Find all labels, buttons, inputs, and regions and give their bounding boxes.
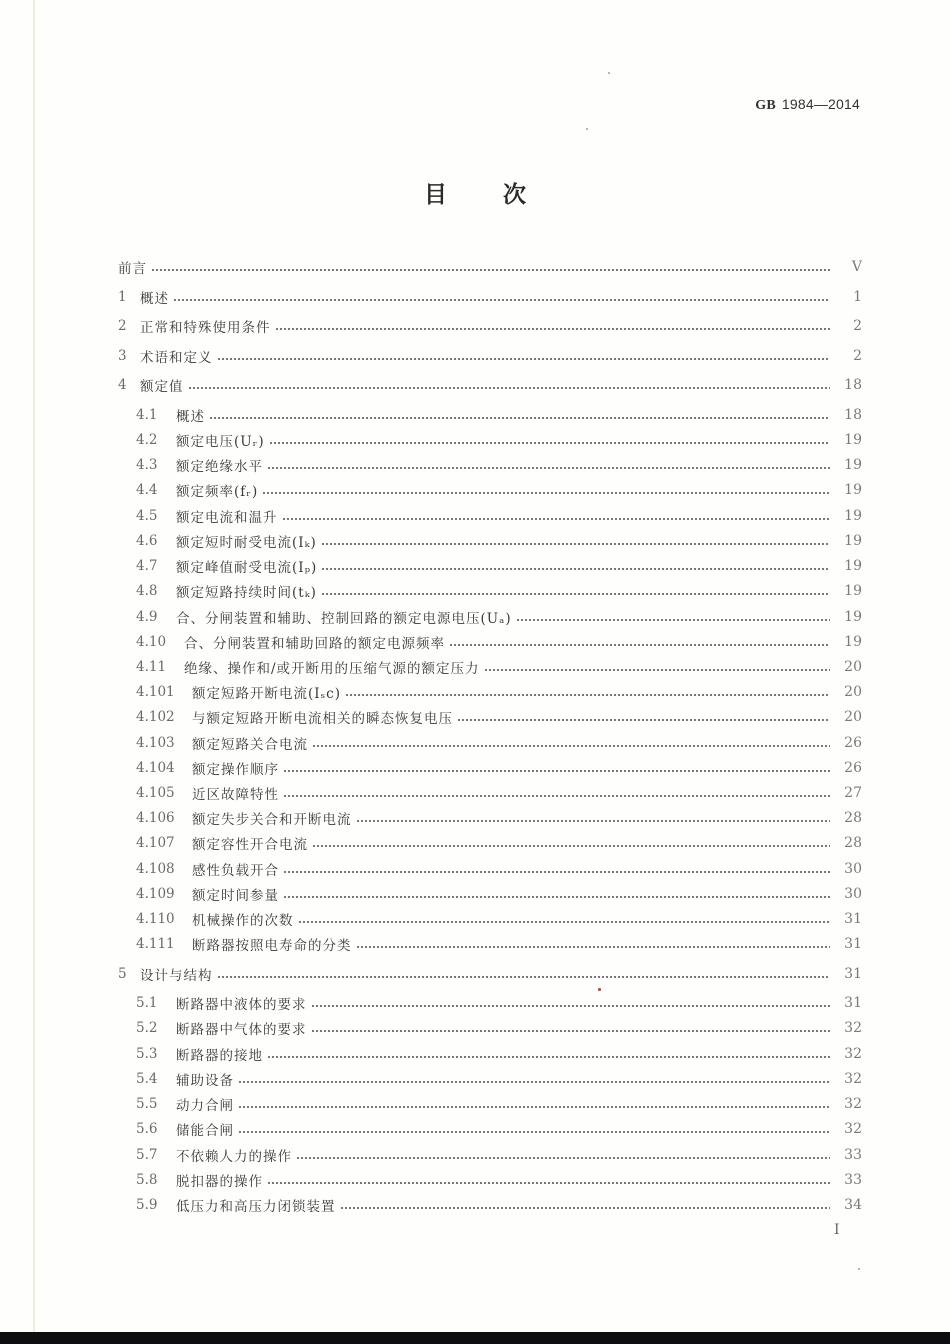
toc-entry-title: 低压力和高压力闭锁装置 — [176, 1199, 336, 1215]
toc-entry-number: 4.109 — [136, 886, 175, 902]
toc-entry[interactable] — [118, 404, 862, 426]
toc-entry-number: 4.111 — [136, 936, 175, 952]
toc-entry-title: 额定短路持续时间(tₖ) — [176, 585, 317, 601]
toc-entry-page: 19 — [844, 533, 862, 549]
toc-entry-number: 1 — [118, 289, 127, 305]
dot-leader — [296, 1157, 830, 1159]
toc-entry[interactable] — [118, 631, 862, 653]
toc-entry-title: 动力合闸 — [176, 1098, 234, 1114]
toc-entry-page: 20 — [844, 709, 862, 725]
toc-entry-title: 额定时间参量 — [192, 888, 279, 904]
toc-entry[interactable] — [118, 1194, 862, 1216]
toc-entry-title: 概述 — [140, 291, 169, 307]
toc-entry-number: 5 — [118, 966, 127, 982]
toc-entry-page: 33 — [844, 1172, 862, 1188]
toc-entry-title: 断路器的接地 — [176, 1048, 263, 1064]
dot-leader — [209, 417, 830, 419]
toc-entry-title: 额定操作顺序 — [192, 762, 279, 778]
dot-leader — [321, 593, 830, 595]
toc-entry[interactable] — [118, 479, 862, 501]
toc-entry-title: 机械操作的次数 — [192, 913, 294, 929]
toc-entry-number: 4.11 — [136, 659, 167, 675]
dot-leader — [312, 745, 830, 747]
toc-entry-title: 额定值 — [140, 379, 184, 395]
toc-entry[interactable] — [118, 1118, 862, 1140]
dot-leader — [267, 1056, 830, 1058]
page-title — [0, 176, 950, 209]
toc-entry-page: 31 — [844, 966, 862, 982]
toc-entry-title: 前言 — [118, 261, 147, 277]
toc-entry-title: 断路器按照电寿命的分类 — [192, 938, 352, 954]
dot-leader — [311, 1005, 831, 1007]
toc-entry-page: 33 — [844, 1147, 862, 1163]
toc-entry-page: 32 — [844, 1096, 862, 1112]
toc-entry-page: 30 — [844, 886, 862, 902]
toc-entry-page: 2 — [853, 318, 862, 334]
toc-entry-title: 额定电流和温升 — [176, 510, 278, 526]
toc-entry-number: 5.9 — [136, 1197, 158, 1213]
dot-leader — [321, 568, 830, 570]
toc-entry-number: 4.7 — [136, 558, 158, 574]
toc-entry-page: 20 — [844, 684, 862, 700]
dot-leader — [173, 299, 830, 301]
toc-entry-page: 31 — [844, 995, 862, 1011]
toc-entry-page: 30 — [844, 861, 862, 877]
dot-leader — [356, 946, 831, 948]
toc-entry-number: 5.5 — [136, 1096, 158, 1112]
toc-entry[interactable] — [118, 256, 862, 278]
dot-leader — [217, 976, 831, 978]
toc-entry[interactable] — [118, 832, 862, 854]
toc-entry-page: 18 — [844, 377, 862, 393]
toc-entry[interactable] — [118, 555, 862, 577]
toc-entry-page: V — [851, 259, 862, 275]
toc-entry-title: 额定失步关合和开断电流 — [192, 812, 352, 828]
toc-entry-number: 5.6 — [136, 1121, 158, 1137]
toc-entry-title: 额定峰值耐受电流(Iₚ) — [176, 560, 318, 576]
toc-entry-page: 28 — [844, 835, 862, 851]
toc-entry-title: 绝缘、操作和/或开断用的压缩气源的额定压力 — [184, 661, 480, 677]
toc-entry[interactable] — [118, 963, 862, 985]
toc-entry-title: 储能合闸 — [176, 1123, 234, 1139]
toc-entry[interactable] — [118, 757, 862, 779]
dot-leader — [283, 770, 830, 772]
toc-entry-number: 4.6 — [136, 533, 158, 549]
toc-entry-page: 2 — [853, 348, 862, 364]
scan-speck — [608, 72, 610, 74]
toc-entry[interactable] — [118, 429, 862, 451]
page-number: I — [834, 1222, 840, 1238]
toc-entry[interactable] — [118, 706, 862, 728]
toc-entry-title: 概述 — [176, 409, 205, 425]
toc-entry-title: 术语和定义 — [140, 350, 213, 366]
toc-entry-number: 2 — [118, 318, 127, 334]
toc-entry-number: 3 — [118, 348, 127, 364]
toc-entry-number: 4.110 — [136, 911, 175, 927]
toc-entry-page: 32 — [844, 1071, 862, 1087]
dot-leader — [298, 921, 831, 923]
toc-entry[interactable] — [118, 454, 862, 476]
toc-entry[interactable] — [118, 883, 862, 905]
toc-entry[interactable] — [118, 1169, 862, 1191]
toc-entry[interactable] — [118, 1144, 862, 1166]
scan-speck — [586, 128, 588, 130]
toc-entry[interactable] — [118, 908, 862, 930]
dot-leader — [238, 1081, 830, 1083]
toc-entry-number: 5.3 — [136, 1046, 158, 1062]
dot-leader — [275, 328, 831, 330]
dot-leader — [267, 467, 830, 469]
toc-entry-number: 5.7 — [136, 1147, 158, 1163]
standard-identifier — [755, 96, 860, 114]
toc-entry-page: 19 — [844, 508, 862, 524]
dot-leader — [151, 269, 830, 271]
toc-entry-page: 20 — [844, 659, 862, 675]
toc-entry-page: 1 — [853, 289, 862, 305]
toc-entry[interactable] — [118, 505, 862, 527]
toc-entry-page: 32 — [844, 1121, 862, 1137]
scan-speck — [858, 1268, 860, 1270]
toc-entry[interactable] — [118, 933, 862, 955]
toc-entry[interactable] — [118, 807, 862, 829]
toc-entry-number: 4.1 — [136, 407, 158, 423]
toc-entry-page: 32 — [844, 1020, 862, 1036]
toc-entry-title: 脱扣器的操作 — [176, 1174, 263, 1190]
toc-entry-number: 4.105 — [136, 785, 175, 801]
toc-entry-number: 4.4 — [136, 482, 158, 498]
toc-entry[interactable] — [118, 656, 862, 678]
toc-entry-number: 4.108 — [136, 861, 175, 877]
dot-leader — [516, 619, 830, 621]
toc-entry-number: 5.4 — [136, 1071, 158, 1087]
toc-entry-title: 额定绝缘水平 — [176, 459, 263, 475]
toc-entry-number: 5.8 — [136, 1172, 158, 1188]
toc-entry-page: 19 — [844, 482, 862, 498]
scan-bottom-border — [0, 1332, 950, 1344]
title-char-1: 目 — [424, 182, 447, 208]
toc-entry-title: 辅助设备 — [176, 1073, 234, 1089]
toc-entry-number: 4.106 — [136, 810, 175, 826]
standard-prefix: GB — [755, 98, 776, 113]
dot-leader — [311, 1030, 831, 1032]
toc-entry-number: 4.101 — [136, 684, 175, 700]
toc-entry-title: 额定短路开断电流(Iₛc) — [192, 686, 341, 702]
toc-entry-number: 4.8 — [136, 583, 158, 599]
toc-entry-title: 与额定短路开断电流相关的瞬态恢复电压 — [192, 711, 453, 727]
toc-entry-title: 近区故障特性 — [192, 787, 279, 803]
toc-entry-page: 19 — [844, 634, 862, 650]
toc-entry-page: 27 — [844, 785, 862, 801]
dot-leader — [457, 719, 830, 721]
dot-leader — [262, 492, 830, 494]
toc-entry-number: 4.5 — [136, 508, 158, 524]
toc-entry-title: 合、分闸装置和辅助回路的额定电源频率 — [184, 636, 445, 652]
dot-leader — [217, 358, 831, 360]
toc-entry-number: 4.103 — [136, 735, 175, 751]
toc-entry[interactable] — [118, 1043, 862, 1065]
toc-entry[interactable] — [118, 1093, 862, 1115]
toc-entry[interactable] — [118, 1017, 862, 1039]
toc-entry-number: 4.2 — [136, 432, 158, 448]
toc-entry[interactable] — [118, 315, 862, 337]
dot-leader — [484, 669, 830, 671]
toc-entry-page: 26 — [844, 760, 862, 776]
toc-entry[interactable] — [118, 732, 862, 754]
dot-leader — [283, 795, 830, 797]
toc-entry-title: 额定电压(Uᵣ) — [176, 434, 265, 450]
toc-entry-number: 5.2 — [136, 1020, 158, 1036]
toc-entry-page: 19 — [844, 583, 862, 599]
toc-entry[interactable] — [118, 681, 862, 703]
toc-entry[interactable] — [118, 374, 862, 396]
toc-entry-number: 4.3 — [136, 457, 158, 473]
toc-entry-page: 19 — [844, 432, 862, 448]
dot-leader — [283, 896, 830, 898]
toc-entry[interactable] — [118, 286, 862, 308]
toc-entry[interactable] — [118, 992, 862, 1014]
toc-entry[interactable] — [118, 530, 862, 552]
toc-entry-number: 4.104 — [136, 760, 175, 776]
dot-leader — [345, 694, 830, 696]
dot-leader — [188, 387, 831, 389]
toc-entry-title: 设计与结构 — [140, 968, 213, 984]
toc-entry-title: 断路器中气体的要求 — [176, 1022, 307, 1038]
toc-entry[interactable] — [118, 1068, 862, 1090]
toc-entry-page: 32 — [844, 1046, 862, 1062]
toc-entry-page: 18 — [844, 407, 862, 423]
dot-leader — [340, 1207, 831, 1209]
dot-leader — [238, 1106, 830, 1108]
toc-entry-number: 4.107 — [136, 835, 175, 851]
toc-entry[interactable] — [118, 345, 862, 367]
toc-entry-number: 4.9 — [136, 609, 158, 625]
dot-leader — [282, 518, 831, 520]
toc-entry[interactable] — [118, 606, 862, 628]
toc-entry-title: 额定容性开合电流 — [192, 837, 308, 853]
toc-entry[interactable] — [118, 858, 862, 880]
dot-leader — [356, 820, 831, 822]
toc-entry-title: 不依赖人力的操作 — [176, 1149, 292, 1165]
toc-entry-page: 19 — [844, 457, 862, 473]
dot-leader — [312, 845, 830, 847]
toc-entry-title: 额定短时耐受电流(Iₖ) — [176, 535, 317, 551]
dot-leader — [321, 543, 830, 545]
dot-leader — [283, 871, 830, 873]
toc-entry-title: 额定短路关合电流 — [192, 737, 308, 753]
toc-entry-page: 34 — [844, 1197, 862, 1213]
standard-number: 1984—2014 — [781, 96, 860, 112]
toc-entry[interactable] — [118, 782, 862, 804]
toc-entry-page: 31 — [844, 936, 862, 952]
dot-leader — [238, 1131, 830, 1133]
toc-entry-number: 4 — [118, 377, 127, 393]
toc-entry-title: 断路器中液体的要求 — [176, 997, 307, 1013]
toc-entry-number: 4.102 — [136, 709, 175, 725]
toc-entry-page: 19 — [844, 558, 862, 574]
dot-leader — [269, 442, 830, 444]
toc-entry-page: 19 — [844, 609, 862, 625]
toc-entry-page: 28 — [844, 810, 862, 826]
title-char-2: 次 — [503, 182, 526, 208]
toc-entry-number: 5.1 — [136, 995, 158, 1011]
toc-entry[interactable] — [118, 580, 862, 602]
dot-leader — [449, 644, 830, 646]
toc-entry-title: 感性负载开合 — [192, 863, 279, 879]
toc-entry-page: 31 — [844, 911, 862, 927]
toc-entry-page: 26 — [844, 735, 862, 751]
toc-entry-title: 合、分闸装置和辅助、控制回路的额定电源电压(Uₐ) — [176, 611, 512, 627]
toc-entry-number: 4.10 — [136, 634, 167, 650]
toc-entry-title: 额定频率(fᵣ) — [176, 484, 259, 500]
scan-speck — [598, 988, 601, 991]
dot-leader — [267, 1182, 830, 1184]
toc-entry-title: 正常和特殊使用条件 — [140, 320, 271, 336]
